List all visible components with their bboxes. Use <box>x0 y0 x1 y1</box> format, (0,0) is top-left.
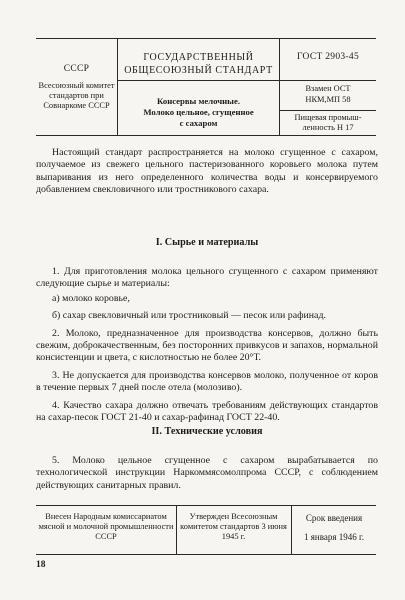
product-line3: с сахаром <box>179 118 218 128</box>
section1-title: I. Сырье и материалы <box>155 237 259 248</box>
product-line1: Консервы мелочные. <box>157 96 240 106</box>
section2-body <box>36 455 378 492</box>
page-number: 18 <box>36 560 46 570</box>
footer-top-rule <box>36 505 376 506</box>
gost-number: ГОСТ 2903-45 <box>296 52 359 62</box>
clause-1: 1. Для приготовления молока цельного сгущенного с сахаром применяют следующие сырье и материалы: <box>36 266 378 290</box>
section2-title: II. Технические условия <box>151 426 263 437</box>
standard-header <box>36 38 376 136</box>
header-bottom-rule <box>36 135 376 136</box>
replaces-line2: НКМ,МП 58 <box>305 95 351 104</box>
header-mid-rule <box>117 80 376 81</box>
standard-title-line1: ГОСУДАРСТВЕННЫЙ <box>143 52 254 63</box>
product-line2: Молоко цельное, сгущенное <box>143 107 254 117</box>
replaces-line1: Взамен ОСТ <box>305 84 351 93</box>
effective-date-label: Срок введения <box>305 513 363 523</box>
clause-1a: а) молоко коровье, <box>52 292 130 304</box>
approved-by: Утвержден Всесоюзным комитетом стандартов 3 июня 1945 г. <box>180 512 287 542</box>
org-committee: Всесоюзный комитет стандартов при Совнаркоме СССР <box>38 81 115 111</box>
standard-title-line2: ОБЩЕСОЮЗНЫЙ СТАНДАРТ <box>124 65 273 76</box>
clause-1b: б) сахар свекловичный или тростниковый — песок или рафинад. <box>52 310 326 322</box>
clause-3: 3. Не допускается для производства консервов молоко, полученное от коров в течение первых 7 дней после отела (молозиво). <box>36 369 378 394</box>
clause-4: 4. Качество сахара должно отвечать требованиям действующих стандартов на сахар-песок ГОСТ 21-40 и сахар-рафинад ГОСТ 22-40. <box>36 399 378 424</box>
clause-5: 5. Молоко цельное сгущенное с сахаром вырабатывается по технологической инструкции Наркоммясомолпрома СССР, с соблюдением действующих санитарных правил. <box>36 455 378 491</box>
footer-bottom-rule <box>36 554 376 555</box>
intro-text: Настоящий стандарт распространяется на молоко сгущенное с сахаром, получаемое из свежего цельного пастеризованного коровьего молока путем выпаривания из него определенного количества воды и консервируемого добавлением свекловичного или тростникового сахара. <box>36 147 378 196</box>
clause-2: 2. Молоко, предназначенное для производства консервов, должно быть свежим, доброкачественным, без посторонних привкусов и запахов, нормальной консистенции и цвета, с кислотностью не более 20°Т. <box>36 327 378 364</box>
intro-paragraph <box>36 147 378 197</box>
effective-date: 1 января 1946 г. <box>304 532 364 542</box>
header-right-rule <box>279 110 376 111</box>
industry-line1: Пищевая промыш- <box>294 113 362 122</box>
introduced-by: Внесен Народным комиссариатом мясной и молочной промышленности СССР <box>38 512 174 542</box>
industry-line2: ленность Н 17 <box>302 123 354 132</box>
section1-body <box>36 266 378 424</box>
header-top-rule <box>36 38 376 39</box>
footer-divider-1 <box>176 505 177 555</box>
approval-footer <box>36 505 376 555</box>
org-country: СССР <box>63 64 90 74</box>
